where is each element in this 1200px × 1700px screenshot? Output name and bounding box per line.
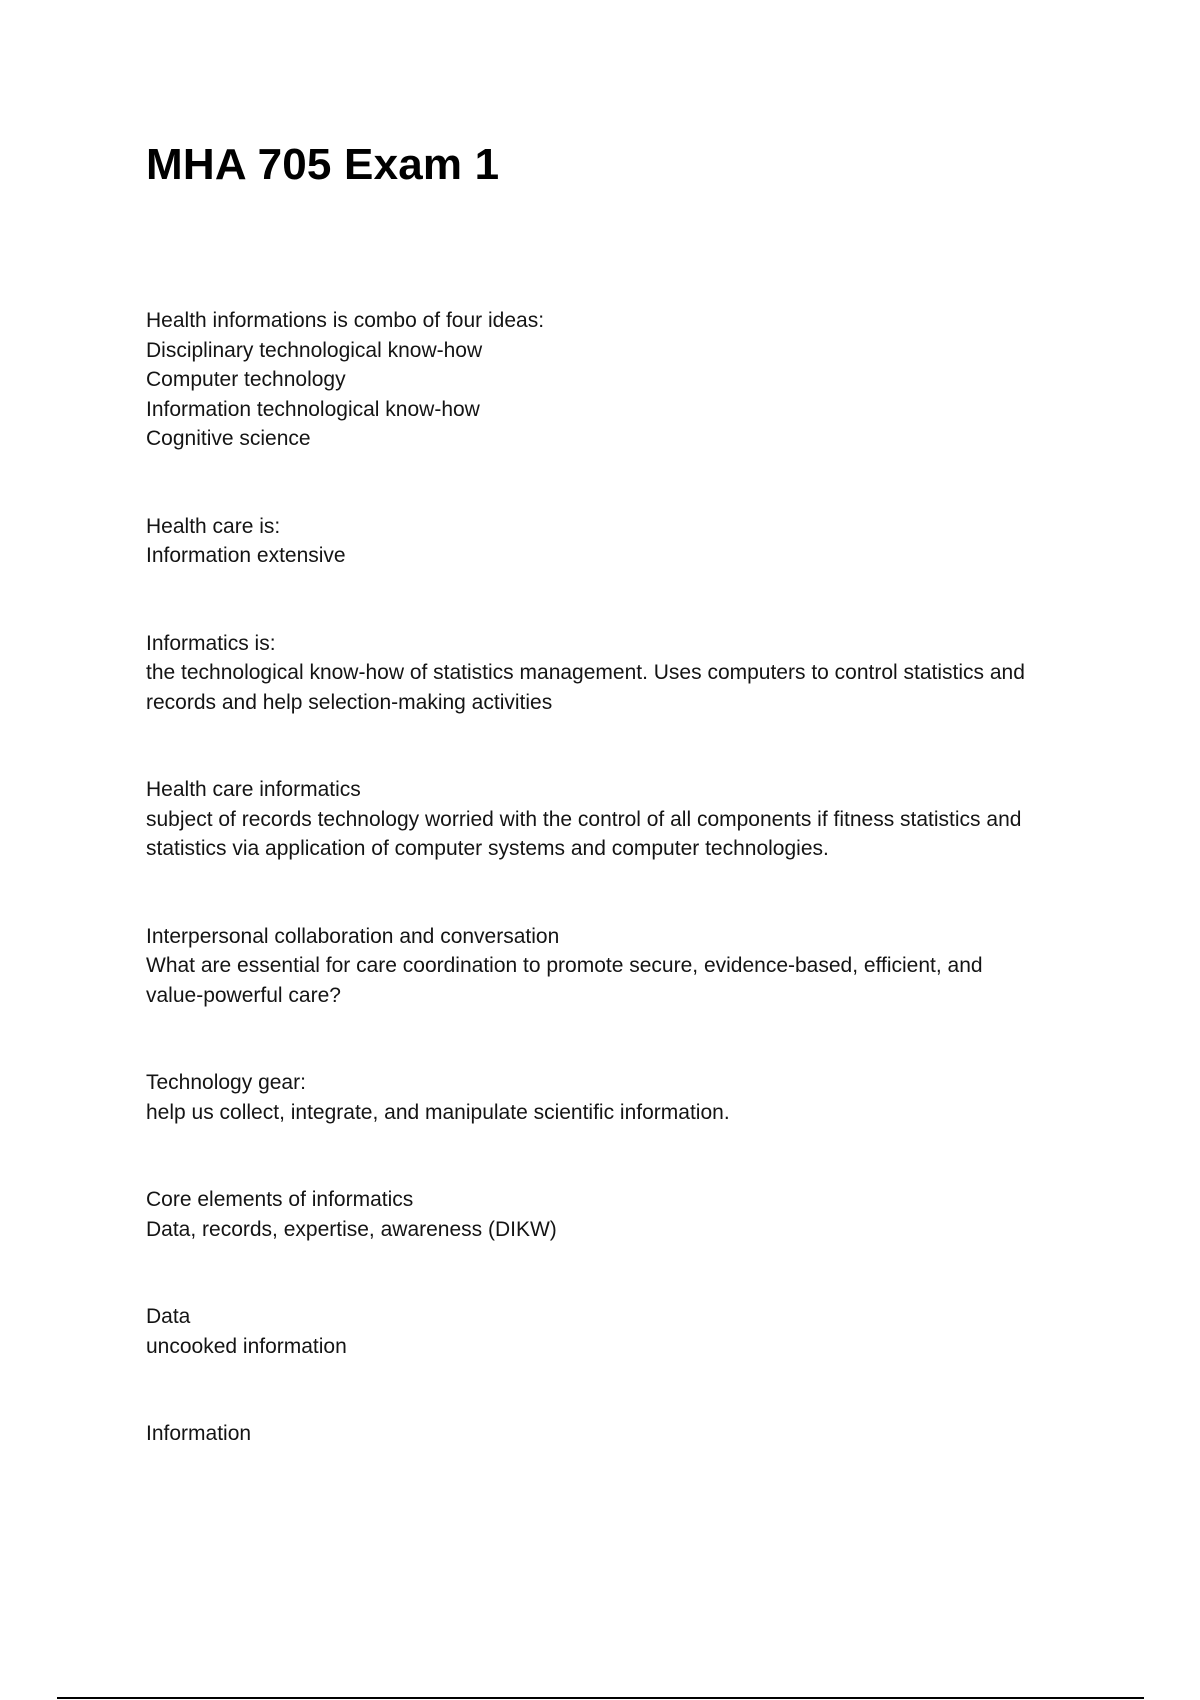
card-definition-line: subject of records technology worried with the control of all components if fitness statistics and: [146, 807, 1022, 831]
card-definition-line: statistics via application of computer systems and computer technologies.: [146, 837, 829, 860]
card-definition-line: What are essential for care coordination to promote secure, evidence-based, efficient, and: [146, 954, 983, 977]
card-definition-line: Computer technology: [146, 368, 346, 391]
card-term: Health care informatics: [146, 778, 361, 801]
card-definition-line: Information technological know-how: [146, 397, 480, 421]
card-definition-line: records and help selection-making activities: [146, 690, 553, 714]
card-definition-line: uncooked information: [146, 1334, 347, 1358]
card-definition-line: Disciplinary technological know-how: [146, 338, 483, 362]
card-definition-line: Cognitive science: [146, 427, 311, 450]
card-definition-line: value-powerful care?: [146, 983, 341, 1007]
card-term: Technology gear:: [146, 1071, 306, 1094]
card-term: Core elements of informatics: [146, 1188, 414, 1211]
qa-card: [146, 306, 1086, 454]
document-body: [146, 306, 1086, 1507]
card-definition-line: Data, records, expertise, awareness (DIKW): [146, 1217, 557, 1241]
qa-card: [146, 629, 1086, 718]
card-definition-line: the technological know-how of statistics management. Uses computers to control statistics and: [146, 661, 1025, 684]
card-definition-line: Information extensive: [146, 544, 346, 567]
card-term: Data: [146, 1305, 191, 1328]
card-term: Health informations is combo of four ideas:: [146, 309, 545, 332]
card-definition-line: help us collect, integrate, and manipulate scientific information.: [146, 1100, 730, 1124]
qa-card: [146, 512, 1086, 571]
qa-card: [146, 1419, 1086, 1449]
page-title: MHA 705 Exam 1: [146, 140, 500, 189]
card-term: Interpersonal collaboration and conversation: [146, 924, 560, 948]
qa-card: [146, 775, 1086, 864]
qa-card: [146, 1302, 1086, 1361]
qa-card: [146, 1068, 1086, 1127]
qa-card: [146, 922, 1086, 1011]
qa-card: [146, 1185, 1086, 1244]
card-term: Information: [146, 1422, 252, 1445]
card-term: Health care is:: [146, 514, 281, 538]
card-term: Informatics is:: [146, 631, 276, 655]
page-bottom-divider: [57, 1697, 1144, 1699]
